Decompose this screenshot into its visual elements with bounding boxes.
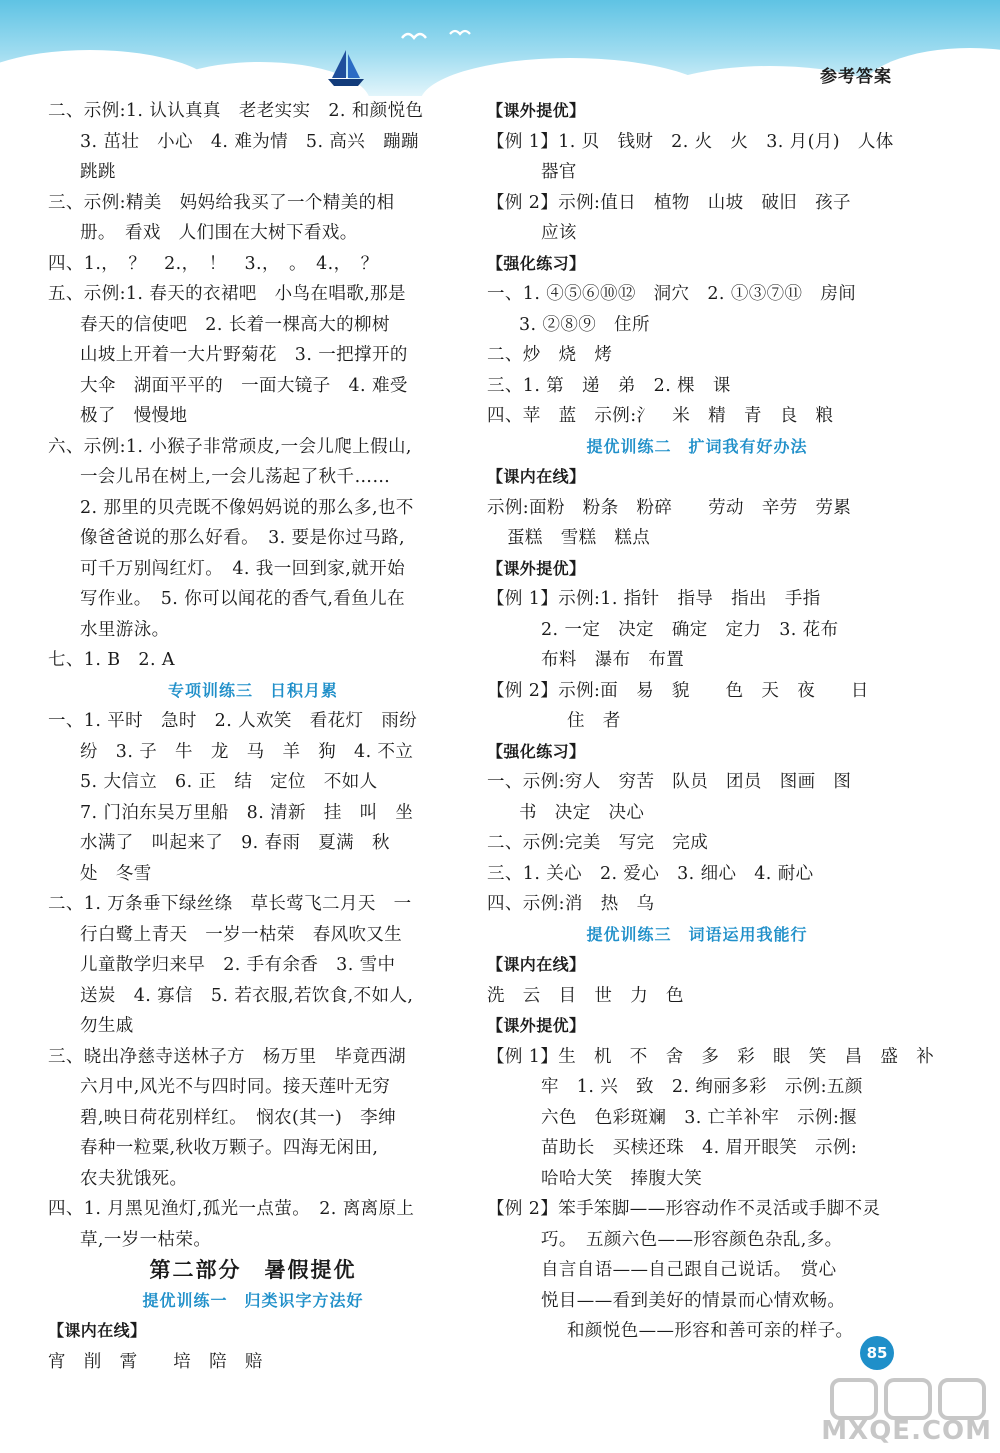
answer-line: 勿生戚 — [80, 1016, 134, 1036]
answer-line: 三、示例:精美 妈妈给我买了一个精美的相 — [48, 192, 395, 213]
answer-line: 悦目——看到美好的情景而心情欢畅。 — [541, 1290, 846, 1311]
section-title: 提优训练三 词语运用我能行 — [586, 924, 808, 944]
answer-line: 3. 茁壮 小心 4. 难为情 5. 高兴 蹦蹦 — [80, 131, 419, 152]
answer-line: 四、1. 月黑见渔灯,孤光一点萤。 2. 离离原上 — [48, 1199, 415, 1219]
answer-line: 住 者 — [567, 711, 621, 731]
watermark — [821, 1374, 996, 1450]
answer-line: 器官 — [541, 162, 577, 182]
answer-line: 【例 1】示例:1. 指针 指导 指出 手指 — [487, 589, 821, 609]
answer-line: 【例 2】笨手笨脚——形容动作不灵活或手脚不灵 — [487, 1199, 881, 1219]
answer-line: 七、1. B 2. A — [48, 650, 175, 670]
answer-line: 蛋糕 雪糕 糕点 — [507, 528, 651, 548]
answer-line: 二、示例:1. 认认真真 老老实实 2. 和颜悦色 — [48, 101, 424, 121]
answer-line: 5. 大信立 6. 正 结 定位 不如人 — [80, 772, 378, 792]
answer-line: 2. 那里的贝壳既不像妈妈说的那么多,也不 — [80, 497, 414, 518]
answer-line: 水里游泳。 — [80, 619, 170, 640]
answer-line: 书 决定 决心 — [519, 802, 645, 823]
category-label: 【强化练习】 — [487, 253, 586, 273]
answer-line: 二、炒 烧 烤 — [487, 345, 613, 365]
answer-line: 行白鹭上青天 一岁一枯荣 春风吹又生 — [80, 924, 403, 945]
answer-line: 六、示例:1. 小猴子非常顽皮,一会儿爬上假山, — [48, 436, 412, 457]
answer-line: 跳跳 — [80, 162, 116, 182]
answer-line: 春天的信使吧 2. 长着一棵高大的柳树 — [80, 314, 390, 335]
answer-line: 儿童散学归来早 2. 手有余香 3. 雪中 — [80, 955, 396, 975]
answer-line: 碧,映日荷花别样红。 悯农(其一) 李绅 — [80, 1107, 396, 1128]
watermark-text: MXQE.COM — [821, 1416, 992, 1446]
answer-line: 3. ②⑧⑨ 住所 — [519, 314, 650, 335]
answer-line: 春种一粒粟,秋收万颗子。四海无闲田, — [80, 1138, 379, 1158]
header-label: 参考答案 — [820, 67, 892, 87]
category-label: 【课内在线】 — [487, 955, 586, 974]
sailboat-icon — [326, 48, 366, 88]
answer-line: 牢 1. 兴 致 2. 绚丽多彩 示例:五颜 — [541, 1077, 863, 1097]
answer-line: 农夫犹饿死。 — [80, 1168, 188, 1189]
answer-line: 一、1. 平时 急时 2. 人欢笑 看花灯 雨纷 — [48, 711, 418, 731]
answer-line: 【例 1】1. 贝 钱财 2. 火 火 3. 月(月) 人体 — [487, 131, 894, 152]
category-label: 【课内在线】 — [487, 467, 586, 486]
answer-line: 极了 慢慢地 — [80, 406, 188, 426]
answer-line: 二、1. 万条垂下绿丝绦 草长莺飞二月天 一 — [48, 894, 412, 914]
left-column — [48, 96, 458, 1377]
answer-line: 水满了 叫起来了 9. 春雨 夏满 秋 — [80, 833, 390, 853]
answer-line: 宵 削 霄 培 陪 赔 — [48, 1351, 263, 1372]
answer-line: 【例 2】示例:值日 植物 山坡 破旧 孩子 — [487, 192, 851, 213]
answer-line: 大伞 湖面平平的 一面大镜子 4. 难受 — [80, 375, 408, 396]
category-label: 【课外提优】 — [487, 101, 586, 120]
answer-line: 写作业。 5. 你可以闻花的香气,看鱼儿在 — [80, 589, 405, 609]
category-label: 【课外提优】 — [487, 1016, 586, 1035]
answer-line: 可千万别闯红灯。 4. 我一回到家,就开始 — [80, 558, 405, 579]
answer-line: 五、示例:1. 春天的衣裙吧 小鸟在唱歌,那是 — [48, 284, 406, 304]
answer-line: 一、示例:穷人 穷苦 队员 团员 图画 图 — [487, 772, 852, 792]
section-title: 提优训练一 归类识字方法好 — [142, 1290, 364, 1310]
answer-line: 哈哈大笑 捧腹大笑 — [541, 1168, 703, 1189]
answer-line: 三、1. 关心 2. 爱心 3. 细心 4. 耐心 — [487, 863, 814, 884]
answer-line: 示例:面粉 粉条 粉碎 劳动 辛劳 劳累 — [487, 497, 852, 518]
answer-line: 应该 — [541, 223, 577, 243]
answer-line: 7. 门泊东吴万里船 8. 清新 挂 叫 坐 — [80, 802, 414, 823]
answer-line: 六月中,风光不与四时同。接天莲叶无穷 — [80, 1077, 391, 1097]
answer-line: 二、示例:完美 写完 完成 — [487, 833, 709, 853]
answer-line: 洗 云 目 世 力 色 — [487, 985, 684, 1006]
answer-line: 草,一岁一枯荣。 — [80, 1229, 212, 1250]
answer-line: 【例 2】示例:面 易 貌 色 天 夜 日 — [487, 680, 869, 701]
section-title: 专项训练三 日积月累 — [167, 680, 338, 700]
birds-icon — [400, 26, 480, 50]
page-number-badge: 85 — [860, 1336, 894, 1370]
section-title: 提优训练二 扩词我有好办法 — [586, 436, 808, 456]
part-title: 第二部分 暑假提优 — [149, 1258, 357, 1282]
category-label: 【强化练习】 — [487, 741, 586, 761]
answer-line: 纷 3. 子 牛 龙 马 羊 狗 4. 不立 — [80, 741, 414, 762]
answer-line: 四、示例:消 热 乌 — [487, 894, 655, 914]
answer-line: 【例 1】生 机 不 舍 多 彩 眼 笑 昌 盛 补 — [487, 1046, 935, 1067]
answer-line: 苗助长 买椟还珠 4. 眉开眼笑 示例: — [541, 1138, 858, 1158]
answer-line: 巧。 五颜六色——形容颜色杂乱,多。 — [541, 1229, 843, 1250]
answer-line: 像爸爸说的那么好看。 3. 要是你过马路, — [80, 528, 405, 548]
answer-line: 册。 看戏 人们围在大树下看戏。 — [80, 223, 358, 243]
category-label: 【课外提优】 — [487, 558, 586, 578]
answer-line: 山坡上开着一大片野菊花 3. 一把撑开的 — [80, 345, 408, 365]
category-label: 【课内在线】 — [48, 1321, 147, 1340]
answer-line: 三、晓出净慈寺送林子方 杨万里 毕竟西湖 — [48, 1046, 406, 1067]
header-banner — [0, 0, 1000, 96]
answer-line: 一会儿吊在树上,一会儿荡起了秋千…… — [80, 467, 391, 487]
answer-line: 布料 瀑布 布置 — [541, 650, 685, 670]
answer-line: 四、苹 蓝 示例:氵 米 精 青 良 粮 — [487, 406, 834, 426]
answer-line: 送炭 4. 寡信 5. 若衣服,若饮食,不如人, — [80, 985, 414, 1006]
answer-line: 一、1. ④⑤⑥⑩⑫ 洞穴 2. ①③⑦⑪ 房间 — [487, 284, 857, 304]
right-column — [487, 96, 935, 1347]
answer-line: 六色 色彩斑斓 3. 亡羊补牢 示例:揠 — [541, 1107, 858, 1128]
answer-line: 四、1.， ？ 2.， ！ 3.， 。 4.， ？ — [48, 253, 379, 274]
answer-line: 和颜悦色——形容和善可亲的样子。 — [567, 1321, 854, 1341]
answer-line: 自言自语——自己跟自己说话。 赏心 — [541, 1260, 837, 1280]
answer-line: 2. 一定 决定 确定 定力 3. 花布 — [541, 619, 839, 640]
answer-line: 处 冬雪 — [80, 863, 152, 884]
answer-line: 三、1. 第 递 弟 2. 棵 课 — [487, 375, 731, 396]
